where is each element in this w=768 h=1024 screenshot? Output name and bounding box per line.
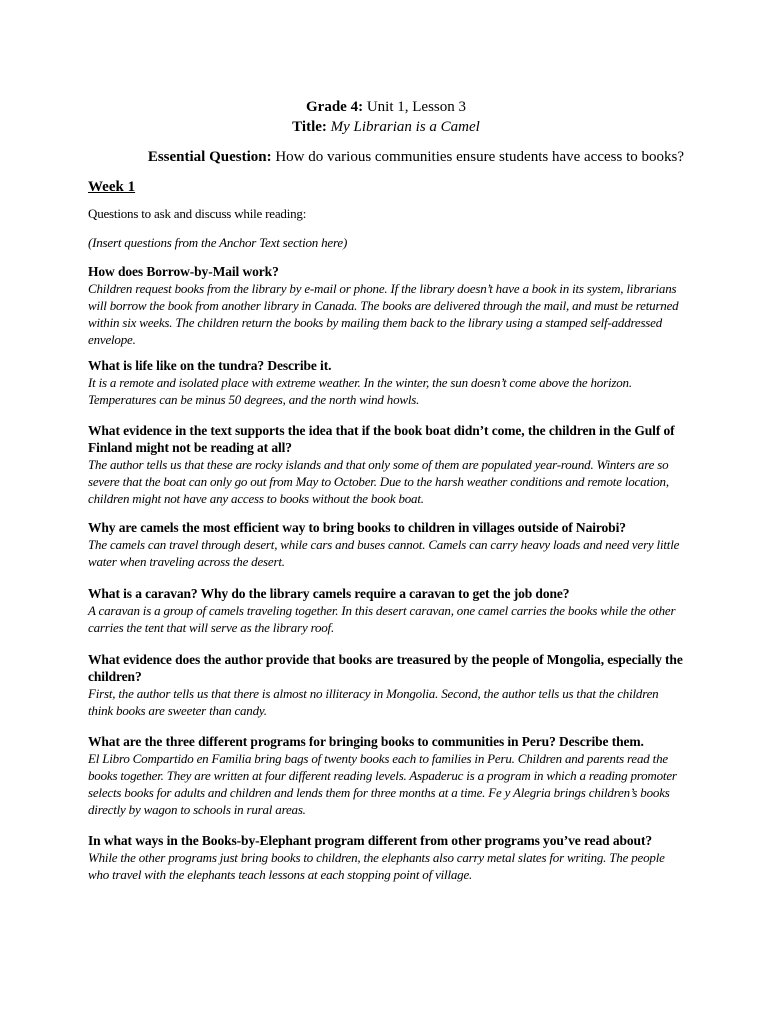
essential-question-text: How do various communities ensure students have access to books?	[271, 149, 684, 165]
answer-text: First, the author tells us that there is almost no illiteracy in Mongolia. Second, the author tells us that the children think books are sweeter than candy.	[88, 686, 659, 718]
answer-text: El Libro Compartido en Familia bring bags of twenty books each to families in Peru. Children and parents read the books together. They are written at four different reading levels. Aspaderuc is a program in which a reading promoter selects books for adults and children and lends them for three months at a time. Fe y Alegria brings children’s books directly by wagon to schools in rural areas.	[88, 751, 677, 817]
week-heading: Week 1	[88, 179, 136, 195]
answer-text: A caravan is a group of camels traveling together. In this desert caravan, one camel carries the books while the other carries the tent that will serve as the library roof.	[88, 603, 676, 635]
qa-item	[88, 519, 684, 570]
essential-question-label: Essential Question:	[147, 149, 272, 165]
question-text: What are the three different programs for bringing books to communities in Peru? Describe them.	[88, 734, 644, 749]
title-line	[88, 117, 684, 137]
qa-item	[88, 422, 684, 507]
answer-text: While the other programs just bring books to children, the elephants also carry metal slates for writing. The people who travel with the elephants teach lessons at each stopping point of village.	[88, 850, 665, 882]
qa-item	[88, 357, 684, 408]
essential-question	[88, 147, 684, 167]
answer-text: It is a remote and isolated place with extreme weather. In the winter, the sun doesn’t come above the horizon. Temperatures can be minus 50 degrees, and the north wind howls.	[88, 375, 632, 407]
question-text: How does Borrow-by-Mail work?	[88, 264, 279, 279]
qa-item	[88, 832, 684, 883]
title-label: Title:	[292, 119, 327, 135]
question-text: In what ways in the Books-by-Elephant program different from other programs you’ve read about?	[88, 833, 652, 848]
question-text: What is life like on the tundra? Describe it.	[88, 358, 332, 373]
question-text: What evidence does the author provide that books are treasured by the people of Mongolia, especially the children?	[88, 652, 683, 684]
title-value: My Librarian is a Camel	[326, 119, 480, 135]
question-text: Why are camels the most efficient way to bring books to children in villages outside of Nairobi?	[88, 520, 626, 535]
qa-item	[88, 585, 684, 636]
grade-value: Unit 1, Lesson 3	[363, 99, 466, 115]
answer-text: The camels can travel through desert, while cars and buses cannot. Camels can carry heavy loads and need very little water when traveling across the desert.	[88, 537, 680, 569]
answer-text: The author tells us that these are rocky islands and that only some of them are populated year-round. Winters are so severe that the boat can only go out from May to October. Due to the harsh weather conditions and remote location, children might not have any access to books without the book boat.	[88, 457, 669, 506]
answer-text: Children request books from the library by e-mail or phone. If the library doesn’t have a book in its system, librarians will borrow the book from another library in Canada. The books are delivered through the mail, and must be returned within six weeks. The children return the books by mailing them back to the library using a stamped self-addressed envelope.	[88, 281, 679, 347]
grade-line	[88, 97, 684, 117]
qa-item	[88, 263, 684, 348]
question-text: What is a caravan? Why do the library camels require a caravan to get the job done?	[88, 586, 570, 601]
insert-note: (Insert questions from the Anchor Text section here)	[88, 235, 348, 250]
qa-item	[88, 651, 684, 719]
document-page	[88, 97, 684, 883]
question-text: What evidence in the text supports the idea that if the book boat didn’t come, the children in the Gulf of Finland might not be reading at all?	[88, 423, 675, 455]
grade-label: Grade 4:	[306, 99, 364, 115]
intro-text: Questions to ask and discuss while reading:	[88, 206, 307, 221]
qa-item	[88, 733, 684, 818]
